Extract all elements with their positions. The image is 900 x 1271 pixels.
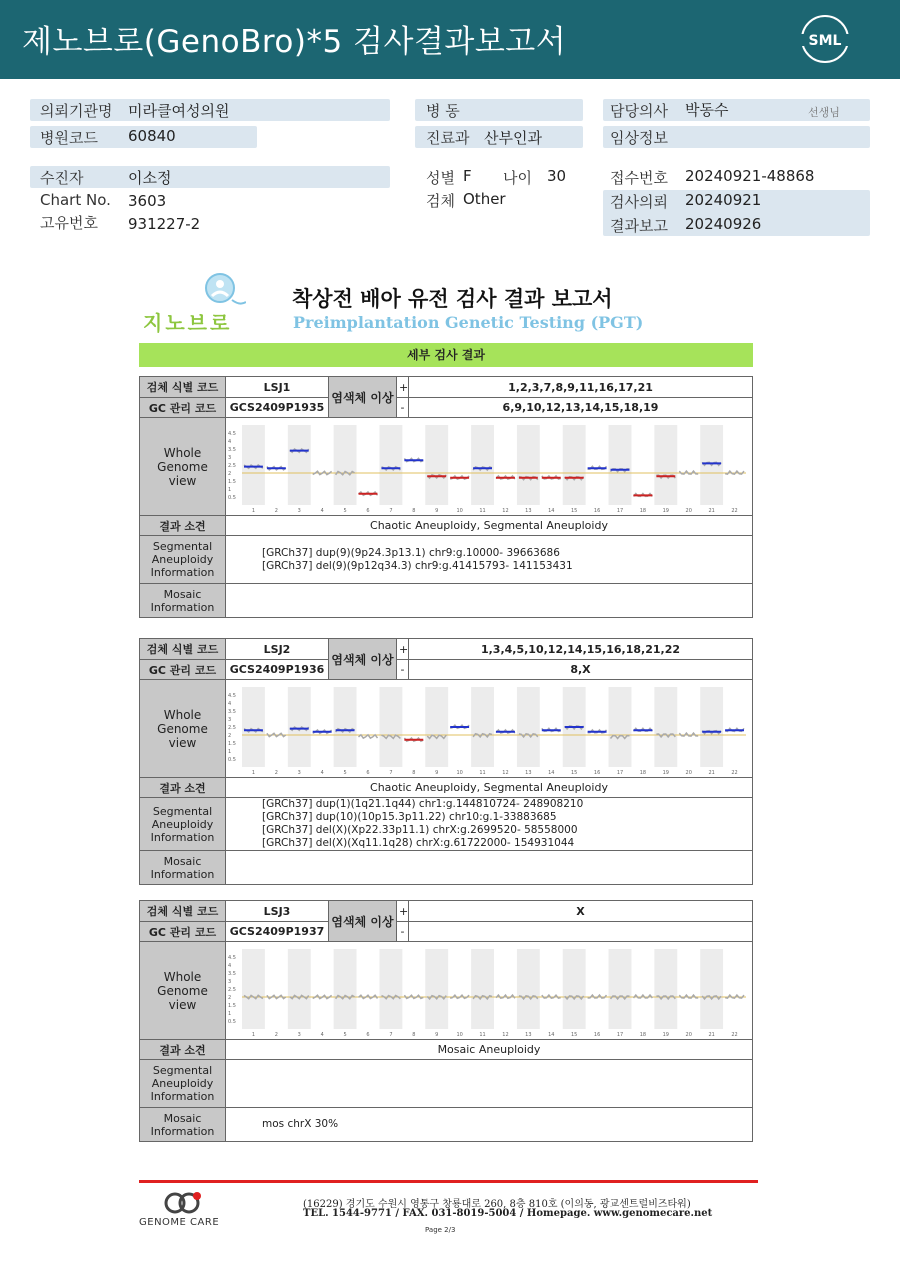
x-tick-label: 2 — [274, 769, 278, 776]
abnormality-label: 염색체 이상 — [329, 377, 397, 418]
segmental-label: Segmental Aneuploidy Information — [140, 1060, 226, 1108]
x-tick-label: 5 — [343, 507, 347, 514]
x-tick-label: 17 — [616, 1031, 624, 1038]
y-tick-label: 1.5 — [228, 740, 236, 747]
plus-sign: + — [397, 901, 409, 922]
y-tick-label: 3.5 — [228, 708, 236, 715]
plus-sign: + — [397, 377, 409, 398]
y-tick-label: 4.5 — [228, 430, 236, 437]
chromosome-band — [609, 425, 632, 505]
whole-genome-chart-cell — [226, 942, 753, 1040]
age-label: 나이 — [503, 169, 532, 187]
report-date-value: 20240926 — [685, 215, 762, 233]
genome-care-logo-icon — [163, 1190, 203, 1216]
loss-chromosomes — [409, 922, 753, 942]
chromosome-band — [654, 949, 677, 1029]
chromosome-band — [242, 949, 265, 1029]
x-tick-label: 15 — [570, 1031, 578, 1038]
chromosome-band — [242, 425, 265, 505]
x-tick-label: 8 — [412, 507, 416, 514]
x-tick-label: 18 — [639, 507, 647, 514]
report-title: 착상전 배아 유전 검사 결과 보고서 — [292, 287, 613, 311]
doctor-label: 담당의사 — [610, 102, 668, 120]
inst-label: 의뢰기관명 — [40, 102, 113, 120]
y-tick-label: 4 — [228, 962, 232, 969]
x-tick-label: 20 — [685, 1031, 692, 1038]
x-tick-label: 21 — [708, 769, 715, 776]
ward-label: 병 동 — [426, 102, 460, 120]
gain-chromosomes: X — [409, 901, 753, 922]
chromosome-band — [471, 425, 494, 505]
mosaic-label: Mosaic Information — [140, 1108, 226, 1142]
segmental-line: [GRCh37] dup(10)(10p15.3p11.22) chr10:g.1-33883685 — [262, 811, 557, 823]
y-tick-label: 3 — [228, 716, 232, 723]
section-header: 세부 검사 결과 — [139, 343, 753, 367]
x-tick-label: 10 — [456, 507, 463, 514]
x-tick-label: 6 — [366, 769, 370, 776]
footer-contact: TEL. 1544-9771 / FAX. 031-8019-5004 / Homepage. www.genomecare.net — [303, 1208, 713, 1219]
receipt-value: 20240921-48868 — [685, 167, 815, 185]
loss-chromosomes: 6,9,10,12,13,14,15,18,19 — [409, 398, 753, 418]
x-tick-label: 2 — [274, 1031, 278, 1038]
y-tick-label: 0.5 — [228, 494, 236, 501]
whole-genome-chart — [226, 681, 752, 777]
chromosome-band — [700, 949, 723, 1029]
hosp-code-label: 병원코드 — [40, 129, 98, 147]
x-tick-label: 14 — [548, 1031, 555, 1038]
chromosome-band — [379, 687, 402, 767]
x-tick-label: 3 — [297, 507, 301, 514]
x-tick-label: 10 — [456, 769, 463, 776]
x-tick-label: 18 — [639, 1031, 647, 1038]
x-tick-label: 4 — [320, 507, 324, 514]
genobro-logo-icon — [196, 272, 246, 312]
whole-genome-chart-cell — [226, 418, 753, 516]
x-tick-label: 3 — [297, 769, 301, 776]
sex-label: 성별 — [426, 169, 455, 187]
chromosome-band — [517, 687, 540, 767]
chromosome-band — [334, 425, 357, 505]
x-tick-label: 2 — [274, 507, 278, 514]
copy-number-trace — [313, 995, 332, 998]
chromosome-band — [563, 949, 586, 1029]
patient-name-label: 수진자 — [40, 169, 84, 187]
chromosome-band — [334, 687, 357, 767]
y-tick-label: 1.5 — [228, 1002, 236, 1009]
report-subtitle: Preimplantation Genetic Testing (PGT) — [293, 313, 644, 332]
segmental-label: Segmental Aneuploidy Information — [140, 536, 226, 584]
x-tick-label: 11 — [479, 769, 486, 776]
x-tick-label: 19 — [662, 507, 670, 514]
finding-label: 결과 소견 — [140, 1040, 226, 1060]
x-tick-label: 4 — [320, 1031, 324, 1038]
x-tick-label: 20 — [685, 507, 692, 514]
x-tick-label: 16 — [593, 507, 601, 514]
minus-sign: - — [397, 398, 409, 418]
x-tick-label: 12 — [502, 1031, 509, 1038]
dept-label: 진료과 — [426, 129, 470, 147]
y-tick-label: 3 — [228, 454, 232, 461]
chart-no-value: 3603 — [128, 192, 167, 210]
sample-code-value: LSJ1 — [226, 377, 329, 398]
whole-genome-label: Whole Genome view — [140, 942, 226, 1040]
y-tick-label: 4 — [228, 700, 232, 707]
dept-value: 산부인과 — [484, 129, 542, 147]
genobro-brand: 지노브로 — [143, 311, 233, 335]
x-tick-label: 16 — [593, 1031, 601, 1038]
chromosome-band — [379, 425, 402, 505]
chromosome-band — [425, 425, 448, 505]
x-tick-label: 13 — [525, 1031, 532, 1038]
y-tick-label: 1 — [228, 748, 232, 755]
chromosome-band — [654, 687, 677, 767]
segmental-info — [226, 536, 753, 584]
x-tick-label: 5 — [343, 1031, 347, 1038]
x-tick-label: 15 — [570, 769, 578, 776]
chromosome-band — [609, 949, 632, 1029]
footer-address: (16229) 경기도 수원시 영통구 창룡대로 260, 8층 810호 (이의동, 광교센트럴비즈타워) — [303, 1199, 691, 1210]
x-tick-label: 13 — [525, 769, 532, 776]
id-value: 931227-2 — [128, 215, 201, 233]
x-tick-label: 10 — [456, 1031, 463, 1038]
footer-divider — [139, 1180, 758, 1183]
specimen-label: 검체 — [426, 192, 455, 210]
x-tick-label: 5 — [343, 769, 347, 776]
request-value: 20240921 — [685, 191, 762, 209]
x-tick-label: 13 — [525, 507, 532, 514]
id-label: 고유번호 — [40, 214, 98, 232]
x-tick-label: 8 — [412, 1031, 416, 1038]
y-tick-label: 4 — [228, 438, 232, 445]
gc-code-value: GCS2409P1937 — [226, 922, 329, 942]
sample-code-label: 검체 식별 코드 — [140, 639, 226, 660]
chromosome-band — [609, 687, 632, 767]
x-tick-label: 17 — [616, 507, 624, 514]
chromosome-band — [471, 949, 494, 1029]
x-tick-label: 22 — [731, 1031, 738, 1038]
gc-code-label: GC 관리 코드 — [140, 660, 226, 680]
whole-genome-chart — [226, 943, 752, 1039]
gc-code-label: GC 관리 코드 — [140, 922, 226, 942]
age-value: 30 — [547, 167, 567, 185]
y-tick-label: 2.5 — [228, 724, 236, 731]
sample-code-label: 검체 식별 코드 — [140, 377, 226, 398]
segmental-label: Segmental Aneuploidy Information — [140, 798, 226, 851]
x-tick-label: 1 — [251, 1031, 256, 1038]
segmental-line: [GRCh37] del(X)(Xq11.1q28) chrX:g.61722000- 154931044 — [262, 837, 575, 849]
doctor-value: 박동수 — [685, 101, 729, 119]
y-tick-label: 1 — [228, 1010, 232, 1017]
segmental-info — [226, 1060, 753, 1108]
x-tick-label: 12 — [502, 769, 509, 776]
sample-table-1 — [139, 376, 753, 618]
chromosome-band — [334, 949, 357, 1029]
x-tick-label: 19 — [662, 769, 670, 776]
y-tick-label: 0.5 — [228, 756, 236, 763]
whole-genome-chart-cell — [226, 680, 753, 778]
mosaic-info: mos chrX 30% — [226, 1108, 753, 1142]
minus-sign: - — [397, 922, 409, 942]
x-tick-label: 7 — [389, 507, 393, 514]
x-tick-label: 1 — [251, 507, 256, 514]
report-date-label: 결과보고 — [610, 217, 668, 235]
x-tick-label: 20 — [685, 769, 692, 776]
sex-value: F — [463, 167, 472, 185]
hosp-code-value: 60840 — [128, 127, 176, 145]
x-tick-label: 14 — [548, 769, 555, 776]
gc-code-label: GC 관리 코드 — [140, 398, 226, 418]
mosaic-info — [226, 851, 753, 885]
x-tick-label: 11 — [479, 507, 486, 514]
sample-table-3 — [139, 900, 753, 1142]
receipt-label: 접수번호 — [610, 169, 668, 187]
y-tick-label: 1.5 — [228, 478, 236, 485]
chromosome-band — [425, 687, 448, 767]
y-tick-label: 4.5 — [228, 954, 236, 961]
chromosome-band — [425, 949, 448, 1029]
doctor-suffix: 선생님 — [808, 106, 840, 119]
y-tick-label: 1 — [228, 486, 232, 493]
chromosome-band — [563, 425, 586, 505]
y-tick-label: 3 — [228, 978, 232, 985]
x-tick-label: 7 — [389, 769, 393, 776]
mosaic-info — [226, 584, 753, 618]
x-tick-label: 15 — [570, 507, 578, 514]
whole-genome-label: Whole Genome view — [140, 418, 226, 516]
sample-code-label: 검체 식별 코드 — [140, 901, 226, 922]
x-tick-label: 18 — [639, 769, 647, 776]
patient-name-value: 이소정 — [128, 169, 172, 187]
y-tick-label: 2 — [228, 732, 232, 739]
genome-care-text: GENOME CARE — [139, 1217, 220, 1228]
whole-genome-label: Whole Genome view — [140, 680, 226, 778]
sml-logo-text: SML — [808, 33, 842, 49]
report-header — [0, 0, 900, 79]
x-tick-label: 21 — [708, 1031, 715, 1038]
chart-no-label: Chart No. — [40, 191, 111, 209]
x-tick-label: 16 — [593, 769, 601, 776]
loss-chromosomes: 8,X — [409, 660, 753, 680]
page-number: Page 2/3 — [425, 1226, 456, 1234]
segmental-line: [GRCh37] del(X)(Xp22.33p11.1) chrX:g.2699520- 58558000 — [262, 824, 578, 836]
segmental-line: [GRCh37] del(9)(9p12q34.3) chr9:g.41415793- 141153431 — [262, 559, 573, 572]
x-tick-label: 6 — [366, 507, 370, 514]
x-tick-label: 17 — [616, 769, 624, 776]
y-tick-label: 3.5 — [228, 970, 236, 977]
report-main-title: 제노브로(GenoBro)*5 검사결과보고서 — [22, 24, 567, 60]
inst-value: 미라클여성의원 — [128, 102, 230, 120]
segmental-line: [GRCh37] dup(9)(9p24.3p13.1) chr9:g.10000- 39663686 — [262, 546, 560, 559]
chromosome-band — [517, 425, 540, 505]
x-tick-label: 19 — [662, 1031, 670, 1038]
plus-sign: + — [397, 639, 409, 660]
request-label: 검사의뢰 — [610, 193, 668, 211]
y-tick-label: 2.5 — [228, 986, 236, 993]
gain-chromosomes: 1,2,3,7,8,9,11,16,17,21 — [409, 377, 753, 398]
x-tick-label: 22 — [731, 507, 738, 514]
x-tick-label: 14 — [548, 507, 555, 514]
gain-chromosomes: 1,3,4,5,10,12,14,15,16,18,21,22 — [409, 639, 753, 660]
copy-number-trace — [359, 734, 378, 737]
mosaic-label: Mosaic Information — [140, 584, 226, 618]
chromosome-band — [654, 425, 677, 505]
finding-label: 결과 소견 — [140, 778, 226, 798]
sample-code-value: LSJ3 — [226, 901, 329, 922]
x-tick-label: 7 — [389, 1031, 393, 1038]
x-tick-label: 6 — [366, 1031, 370, 1038]
y-tick-label: 2 — [228, 470, 232, 477]
minus-sign: - — [397, 660, 409, 680]
segmental-line: [GRCh37] dup(1)(1q21.1q44) chr1:g.144810724- 248908210 — [262, 798, 584, 810]
chromosome-band — [242, 687, 265, 767]
chromosome-band — [471, 687, 494, 767]
chromosome-band — [288, 425, 311, 505]
finding-value: Mosaic Aneuploidy — [226, 1040, 753, 1060]
abnormality-label: 염색체 이상 — [329, 901, 397, 942]
x-tick-label: 21 — [708, 507, 715, 514]
chromosome-band — [517, 949, 540, 1029]
x-tick-label: 9 — [435, 1031, 439, 1038]
x-tick-label: 9 — [435, 507, 439, 514]
clinical-label: 임상정보 — [610, 129, 668, 147]
sample-code-value: LSJ2 — [226, 639, 329, 660]
specimen-value: Other — [463, 190, 506, 208]
y-tick-label: 2 — [228, 994, 232, 1001]
mosaic-label: Mosaic Information — [140, 851, 226, 885]
chromosome-band — [288, 949, 311, 1029]
sample-table-2 — [139, 638, 753, 885]
finding-value: Chaotic Aneuploidy, Segmental Aneuploidy — [226, 778, 753, 798]
y-tick-label: 3.5 — [228, 446, 236, 453]
chromosome-band — [379, 949, 402, 1029]
x-tick-label: 3 — [297, 1031, 301, 1038]
finding-label: 결과 소견 — [140, 516, 226, 536]
x-tick-label: 9 — [435, 769, 439, 776]
y-tick-label: 4.5 — [228, 692, 236, 699]
abnormality-label: 염색체 이상 — [329, 639, 397, 680]
x-tick-label: 22 — [731, 769, 738, 776]
gc-code-value: GCS2409P1935 — [226, 398, 329, 418]
chromosome-band — [700, 687, 723, 767]
x-tick-label: 12 — [502, 507, 509, 514]
gc-code-value: GCS2409P1936 — [226, 660, 329, 680]
segmental-info — [226, 798, 753, 851]
copy-number-trace — [313, 471, 332, 474]
sml-logo-icon — [800, 14, 850, 64]
x-tick-label: 11 — [479, 1031, 486, 1038]
y-tick-label: 2.5 — [228, 462, 236, 469]
finding-value: Chaotic Aneuploidy, Segmental Aneuploidy — [226, 516, 753, 536]
x-tick-label: 8 — [412, 769, 416, 776]
x-tick-label: 4 — [320, 769, 324, 776]
y-tick-label: 0.5 — [228, 1018, 236, 1025]
x-tick-label: 1 — [251, 769, 256, 776]
chromosome-band — [288, 687, 311, 767]
whole-genome-chart — [226, 419, 752, 515]
